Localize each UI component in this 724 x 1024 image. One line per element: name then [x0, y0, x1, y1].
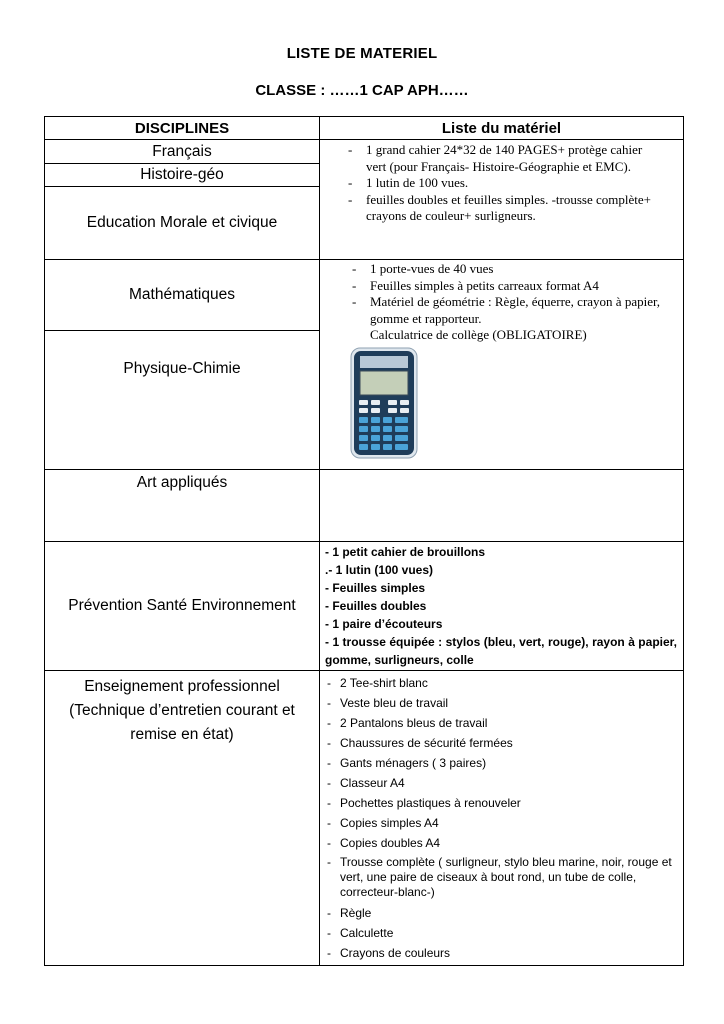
list-item: - 2 Tee-shirt blanc	[320, 673, 683, 693]
list-item: - 1 lutin de 100 vues.	[320, 175, 683, 192]
list-item: - Pochettes plastiques à renouveler	[320, 793, 683, 813]
col-header-materiel: Liste du matériel	[320, 117, 684, 140]
list-pse	[320, 542, 683, 670]
col-header-disciplines: DISCIPLINES	[45, 117, 320, 140]
list-francais	[320, 140, 683, 225]
list-item: - Gants ménagers ( 3 paires)	[320, 753, 683, 773]
table-row	[45, 671, 684, 966]
calculator-icon	[350, 347, 418, 459]
materials-table	[44, 116, 684, 966]
list-maths	[320, 260, 683, 327]
list-item: - Classeur A4	[320, 773, 683, 793]
list-pro	[320, 671, 683, 965]
list-item: - 1 grand cahier 24*32 de 140 PAGES+ protège cahier vert (pour Français- Histoire-Géographie et EMC).	[320, 142, 683, 175]
materials-maths	[320, 260, 684, 470]
list-item: - Veste bleu de travail	[320, 693, 683, 713]
list-item: - Trousse complète ( surligneur, stylo bleu marine, noir, rouge et vert, une paire de ciseaux à bout rond, un tube de colle, correcteur-blanc-)	[320, 853, 683, 903]
list-item: - Copies doubles A4	[320, 833, 683, 853]
materials-pse	[320, 542, 684, 671]
table-row	[45, 260, 684, 331]
list-item: .- 1 lutin (100 vues)	[325, 563, 434, 577]
discipline-pro: Enseignement professionnel (Technique d’entretien courant et remise en état)	[45, 671, 320, 966]
list-item: - Feuilles simples à petits carreaux format A4	[320, 278, 683, 295]
discipline-pse: Prévention Santé Environnement	[45, 542, 320, 671]
header-row	[45, 117, 684, 140]
materials-art	[320, 470, 684, 542]
list-item: - Chaussures de sécurité fermées	[320, 733, 683, 753]
discipline-emc: Education Morale et civique	[45, 187, 320, 260]
discipline-mathematiques: Mathématiques	[45, 260, 320, 331]
list-item: - Règle	[320, 903, 683, 923]
discipline-art: Art appliqués	[45, 470, 320, 542]
discipline-francais: Français	[45, 140, 320, 164]
table-row	[45, 470, 684, 542]
class-title: CLASSE : ……1 CAP APH……	[255, 82, 469, 99]
list-item: - 1 porte-vues de 40 vues	[320, 261, 683, 278]
list-item: - Calculette	[320, 923, 683, 943]
table-row	[45, 140, 684, 164]
materials-francais	[320, 140, 684, 260]
discipline-histoire-geo: Histoire-géo	[45, 164, 320, 187]
page-title: LISTE DE MATERIEL	[286, 45, 438, 62]
list-item: - Feuilles simples	[325, 581, 426, 595]
list-item: - 1 trousse équipée : stylos (bleu, vert, rouge), rayon à papier, gomme, surligneurs, colle	[325, 635, 677, 667]
calculator-note: Calculatrice de collège (OBLIGATOIRE)	[370, 327, 587, 342]
list-item: - 2 Pantalons bleus de travail	[320, 713, 683, 733]
table-row	[45, 542, 684, 671]
list-item: - Crayons de couleurs	[320, 943, 683, 963]
discipline-physique-chimie: Physique-Chimie	[45, 331, 320, 470]
calculator-image	[350, 347, 418, 459]
list-item: - Feuilles doubles	[325, 599, 427, 613]
list-item: - Matériel de géométrie : Règle, équerre, crayon à papier, gomme et rapporteur.	[320, 294, 683, 327]
list-item: - 1 paire d’écouteurs	[325, 617, 443, 631]
list-item: - feuilles doubles et feuilles simples. -trousse complète+ crayons de couleur+ surligneurs.	[320, 192, 683, 225]
materials-pro	[320, 671, 684, 966]
list-item: - Copies simples A4	[320, 813, 683, 833]
list-item: - 1 petit cahier de brouillons	[325, 545, 486, 559]
